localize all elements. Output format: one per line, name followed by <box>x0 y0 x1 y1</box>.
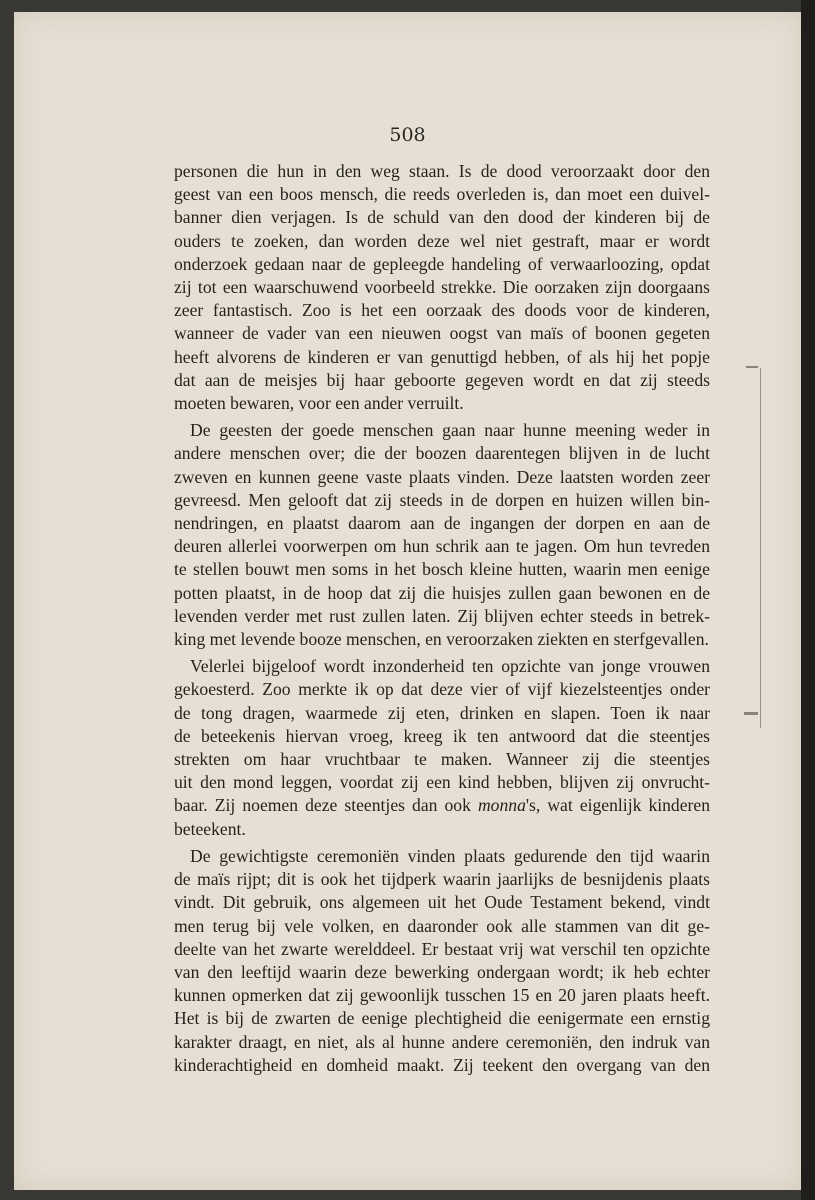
fold-line <box>760 368 779 728</box>
text-line: Het is bij de zwarten de eenige plechtigheid die eenigermate een ernstig <box>174 1008 710 1029</box>
page-number: 508 <box>389 124 426 146</box>
text-line: De gewichtigste ceremoniën vinden plaats gedurende den tijd waarin <box>190 845 710 866</box>
text-line: gekoesterd. Zoo merkte ik op dat deze vier of vijf kiezelsteentjes onder <box>174 679 710 700</box>
text-line: banner dien verjagen. Is de schuld van den dood der kinderen bij de <box>174 207 710 228</box>
text-line: moeten bewaren, voor een ander verruilt. <box>174 393 464 414</box>
paragraph-2 <box>174 419 710 651</box>
text-line: men terug bij vele volken, en daaronder ook alle stammen van dit ge- <box>174 915 710 936</box>
text-fragment: 's, wat eigenlijk kinderen <box>525 795 710 816</box>
text-line: ouders te zoeken, dan worden deze wel niet gestraft, maar er wordt <box>174 230 710 251</box>
text-line: karakter draagt, en niet, als al hunne andere ceremoniën, den indruk van <box>174 1031 710 1052</box>
paragraph-1 <box>174 160 710 415</box>
body-text <box>174 160 710 1077</box>
fold-mark-bottom <box>744 712 758 715</box>
text-line: beteekent. <box>174 818 246 839</box>
text-line: king met levende booze menschen, en veroorzaken ziekten en sterfgevallen. <box>174 629 709 650</box>
fold-mark-top <box>746 366 758 368</box>
text-line: heeft alvorens de kinderen er van genuttigd hebben, of als hij het popje <box>174 346 710 367</box>
text-line: personen die hun in den weg staan. Is de dood veroorzaakt door den <box>174 161 710 181</box>
text-line-with-italic <box>174 794 710 817</box>
text-line: uit den mond leggen, voordat zij een kind hebben, blijven zij onvrucht- <box>174 772 710 793</box>
text-line: zij tot een waarschuwend voorbeeld strekke. Die oorzaken zijn doorgaans <box>174 277 710 298</box>
text-line: andere menschen over; die der boozen daarentegen blijven in de lucht <box>174 443 710 464</box>
paragraph-4 <box>174 845 710 1077</box>
italic-word: monna <box>477 795 526 816</box>
paragraph-3 <box>174 655 710 841</box>
text-line: deuren allerlei voorwerpen om hun schrik aan te jagen. Om hun tevreden <box>174 536 710 557</box>
text-line: de tong dragen, waarmede zij eten, drinken en slapen. Toen ik naar <box>174 702 710 723</box>
text-line: De geesten der goede menschen gaan naar hunne meening weder in <box>190 420 710 441</box>
text-line: de maïs rijpt; dit is ook het tijdperk waarin jaarlijks de besnijdenis plaats <box>174 869 710 890</box>
text-line: levenden verder met rust zullen laten. Zij blijven echter steeds in betrek- <box>174 605 710 626</box>
text-line: te stellen bouwt men soms in het bosch kleine hutten, waarin men eenige <box>174 559 710 580</box>
text-line: de beteekenis hiervan vroeg, kreeg ik ten antwoord dat die steentjes <box>174 725 710 746</box>
text-line: van den leeftijd waarin deze bewerking ondergaan wordt; ik heb echter <box>174 961 710 982</box>
text-line: zweven en kunnen geene vaste plaats vinden. Deze laatsten worden zeer <box>174 466 710 487</box>
text-line: geest van een boos mensch, die reeds overleden is, dan moet een duivel- <box>174 184 710 205</box>
text-line: wanneer de vader van een nieuwen oogst van maïs of boonen gegeten <box>174 323 710 344</box>
text-line: potten plaatst, in de hoop dat zij die huisjes zullen gaan bewonen en de <box>174 582 710 603</box>
text-line: zeer fantastisch. Zoo is het een oorzaak des doods voor de kinderen, <box>174 300 710 321</box>
text-line: strekten om haar vruchtbaar te maken. Wanneer zij die steentjes <box>174 749 710 770</box>
page-edge-shadow <box>801 0 815 1200</box>
text-line: gevreesd. Men gelooft dat zij steeds in de dorpen en huizen willen bin- <box>174 489 710 510</box>
text-line: onderzoek gedaan naar de gepleegde handeling of verwaarloozing, opdat <box>174 253 710 274</box>
text-line: vindt. Dit gebruik, ons algemeen uit het Oude Testament bekend, vindt <box>174 892 710 913</box>
text-line: deelte van het zwarte werelddeel. Er bestaat vrij wat verschil ten opzichte <box>174 938 710 959</box>
text-line: Velerlei bijgeloof wordt inzonderheid ten opzichte van jonge vrouwen <box>190 656 710 677</box>
text-line: kinderachtigheid en domheid maakt. Zij teekent den overgang van den <box>174 1054 710 1075</box>
text-line: nendringen, en plaatst daarom aan de ingangen der dorpen en aan de <box>174 513 710 534</box>
text-line: dat aan de meisjes bij haar geboorte gegeven wordt en dat zij steeds <box>174 369 710 390</box>
text-line: kunnen opmerken dat zij gewoonlijk tusschen 15 en 20 jaren plaats heeft. <box>174 985 710 1006</box>
text-fragment: baar. Zij noemen deze steentjes dan ook <box>174 795 478 816</box>
